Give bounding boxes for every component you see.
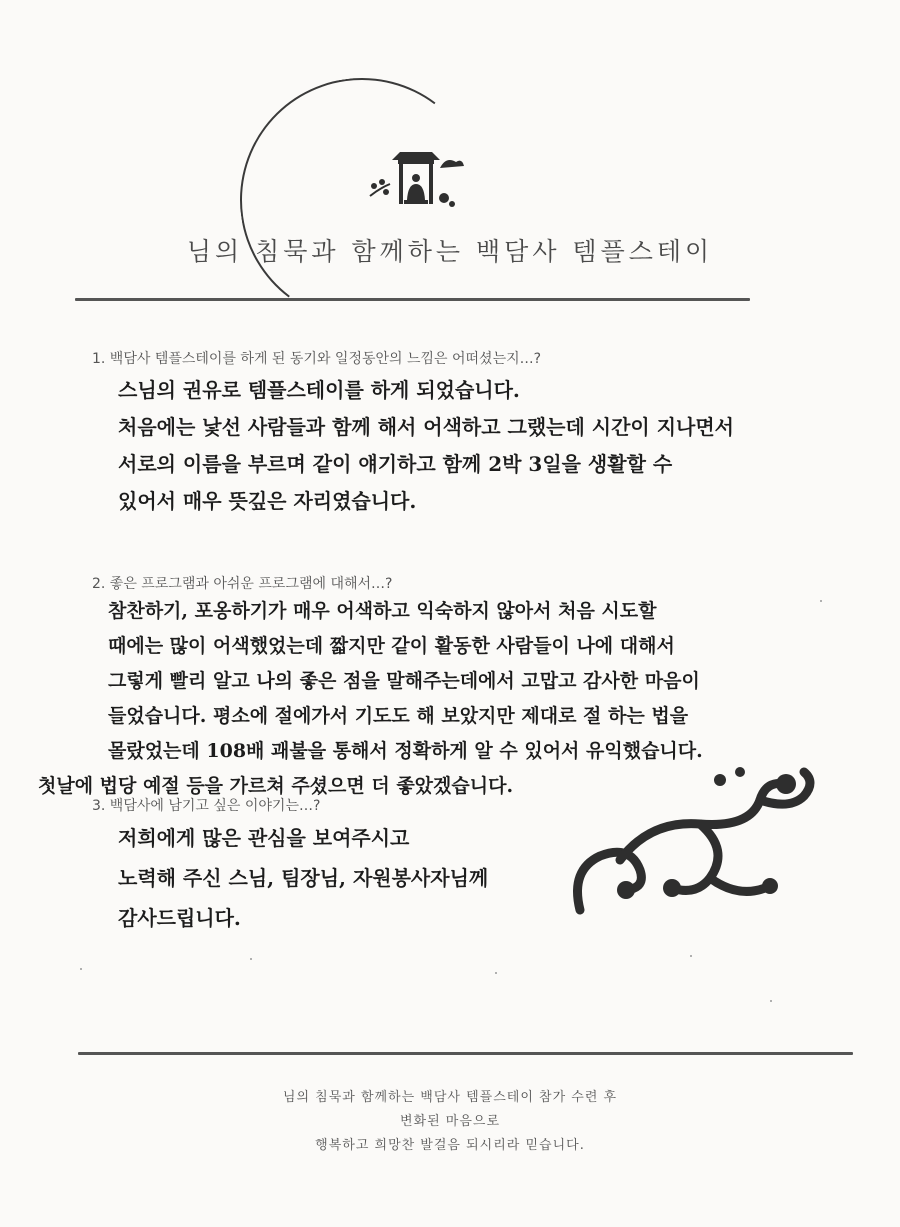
footer-message — [0, 1086, 900, 1158]
answer-line: 처음에는 낯선 사람들과 함께 해서 어색하고 그랬는데 시간이 지나면서 — [118, 415, 734, 439]
cloud-ornament-icon — [560, 760, 830, 920]
scan-speck — [770, 1000, 772, 1002]
scan-speck — [820, 600, 822, 602]
answer-line: 스님의 권유로 템플스테이를 하게 되었습니다. — [118, 378, 520, 402]
answer-line: 저희에게 많은 관심을 보여주시고 — [118, 826, 410, 850]
page-title: 님의 침묵과 함께하는 백담사 템플스테이 — [186, 237, 714, 266]
answer-line: 첫날에 법당 예절 등을 가르쳐 주셨으면 더 좋았겠습니다. — [38, 775, 514, 797]
answer-line: 참찬하기, 포옹하기가 매우 어색하고 익숙하지 않아서 처음 시도할 — [108, 600, 657, 622]
answer-line: 들었습니다. 평소에 절에가서 기도도 해 보았지만 제대로 절 하는 법을 — [108, 705, 689, 727]
temple-logo-icon — [360, 148, 470, 220]
scan-speck — [250, 958, 252, 960]
scan-speck — [495, 972, 497, 974]
question-1-label: 1. 백담사 템플스테이를 하게 된 동기와 일정동안의 느낌은 어떠셨는지…? — [92, 351, 542, 367]
answer-line: 노력해 주신 스님, 팀장님, 자원봉사자님께 — [118, 866, 489, 890]
header-divider — [75, 298, 750, 301]
answer-line: 감사드립니다. — [118, 906, 241, 930]
answer-line: 서로의 이름을 부르며 같이 얘기하고 함께 2박 3일을 생활할 수 — [118, 452, 673, 476]
answer-line: 때에는 많이 어색했었는데 짧지만 같이 활동한 사람들이 나에 대해서 — [108, 635, 675, 657]
footer-divider — [78, 1052, 853, 1055]
answer-line: 그렇게 빨리 알고 나의 좋은 점을 말해주는데에서 고맙고 감사한 마음이 — [108, 670, 700, 692]
scan-speck — [690, 955, 692, 957]
answer-line: 몰랐었는데 108배 괘불을 통해서 정확하게 알 수 있어서 유익했습니다. — [108, 740, 703, 762]
answer-line: 있어서 매우 뜻깊은 자리였습니다. — [118, 489, 417, 513]
answer-1 — [118, 372, 734, 520]
footer-line: 변화된 마음으로 — [399, 1114, 501, 1129]
footer-line: 행복하고 희망찬 발걸음 되시리라 믿습니다. — [315, 1138, 585, 1153]
scan-speck — [80, 968, 82, 970]
footer-line: 님의 침묵과 함께하는 백담사 템플스테이 참가 수련 후 — [282, 1090, 618, 1105]
question-3-label: 3. 백담사에 남기고 싶은 이야기는…? — [92, 798, 321, 814]
answer-3 — [118, 818, 488, 938]
question-2-label: 2. 좋은 프로그램과 아쉬운 프로그램에 대해서…? — [92, 576, 393, 592]
